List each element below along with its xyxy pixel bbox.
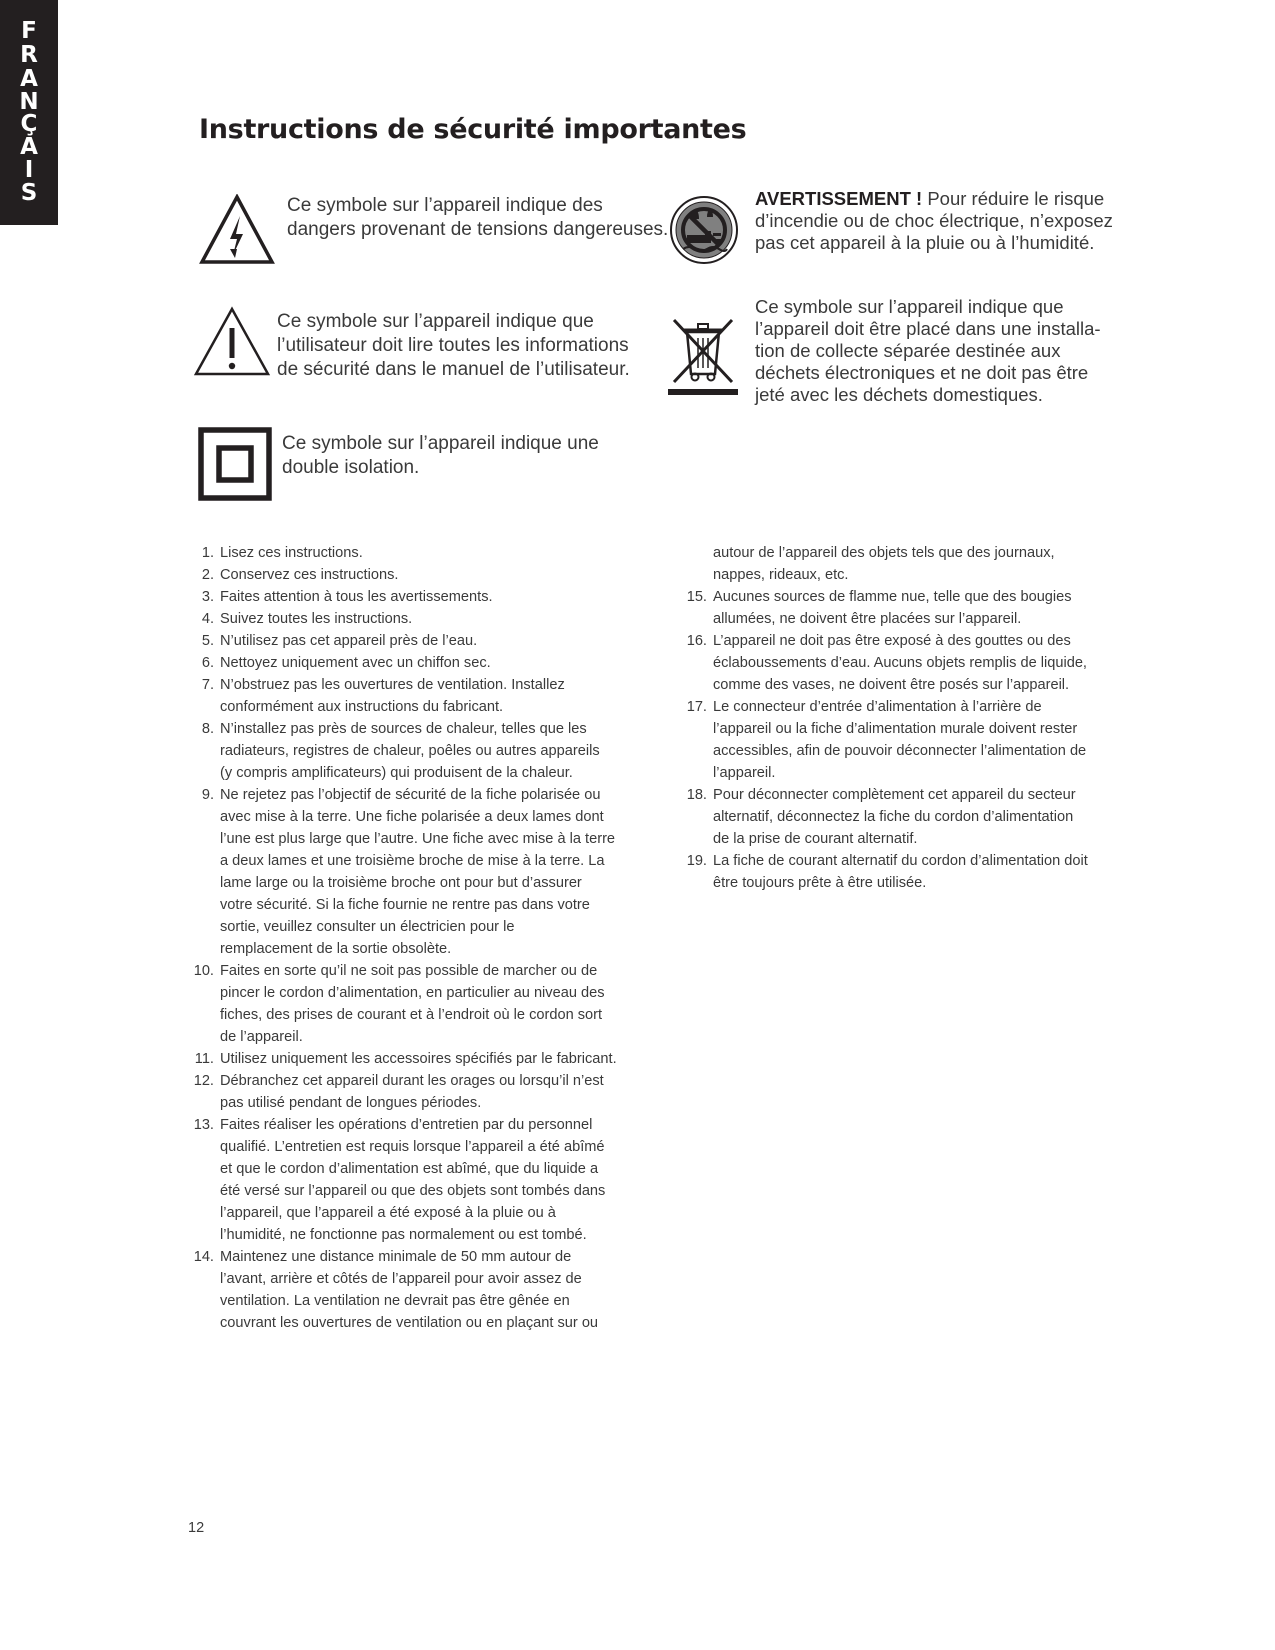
page-number: 12 bbox=[188, 1520, 205, 1536]
description-line: déchets électroniques et ne doit pas être bbox=[755, 362, 1089, 383]
instruction-line: Débranchez cet appareil durant les orages ou lorsqu’il n’est bbox=[220, 1073, 604, 1089]
instruction-line: pas utilisé pendant de longues périodes. bbox=[220, 1095, 482, 1111]
instruction-item bbox=[190, 586, 630, 608]
crossed-bin-icon bbox=[668, 316, 738, 396]
description-line: jeté avec les déchets domestiques. bbox=[755, 384, 1043, 405]
instruction-number: 10. bbox=[193, 963, 214, 979]
instruction-line: Aucunes sources de flamme nue, telle que des bougies bbox=[713, 589, 1072, 605]
instruction-number: 16. bbox=[686, 633, 707, 649]
instruction-line: sortie, veuillez consulter un électricien pour le bbox=[220, 919, 515, 935]
language-tab-letter: N bbox=[19, 89, 39, 115]
instruction-line: nappes, rideaux, etc. bbox=[713, 567, 849, 583]
instruction-line: de l’appareil. bbox=[220, 1029, 303, 1045]
instruction-number: 1. bbox=[201, 545, 214, 561]
description-line: pas cet appareil à la pluie ou à l’humidité. bbox=[755, 232, 1095, 253]
instruction-number: 19. bbox=[686, 853, 707, 869]
language-tab-letter: Ç bbox=[20, 111, 38, 137]
instruction-line: alternatif, déconnectez la fiche du cordon d’alimentation bbox=[713, 809, 1074, 825]
double-insulation-description bbox=[282, 432, 599, 480]
instruction-line: Faites réaliser les opérations d’entretien par du personnel bbox=[220, 1117, 593, 1133]
instruction-item bbox=[685, 850, 1115, 894]
instruction-line: Maintenez une distance minimale de 50 mm autour de bbox=[220, 1249, 572, 1265]
instruction-line: allumées, ne doivent être placées sur l’appareil. bbox=[713, 611, 1022, 627]
instruction-line: N’obstruez pas les ouvertures de ventilation. Installez bbox=[220, 677, 565, 693]
instruction-line: l’une est plus large que l’autre. Une fiche avec mise à la terre bbox=[220, 831, 616, 847]
description-line: Ce symbole sur l’appareil indique une bbox=[282, 433, 599, 454]
instruction-item bbox=[190, 630, 630, 652]
description-line: l’utilisateur doit lire toutes les informations bbox=[277, 335, 629, 356]
lightning-symbol-description bbox=[287, 194, 668, 242]
instruction-number: 15. bbox=[686, 589, 707, 605]
instruction-line: L’appareil ne doit pas être exposé à des gouttes ou des bbox=[713, 633, 1071, 649]
instruction-number: 17. bbox=[686, 699, 707, 715]
language-tab-letter: F bbox=[21, 18, 37, 44]
description-line: double isolation. bbox=[282, 457, 420, 478]
instruction-line: comme des vases, ne doivent être posés sur l’appareil. bbox=[713, 677, 1070, 693]
instruction-line: radiateurs, registres de chaleur, poêles ou autres appareils bbox=[220, 743, 600, 759]
page-title: Instructions de sécurité importantes bbox=[199, 114, 747, 145]
double-insulation-icon bbox=[198, 427, 272, 501]
instruction-line: La fiche de courant alternatif du cordon d’alimentation doit bbox=[713, 853, 1088, 869]
instruction-line: Conservez ces instructions. bbox=[220, 567, 399, 583]
instruction-item bbox=[685, 630, 1115, 696]
exclamation-triangle-icon bbox=[193, 306, 271, 378]
instructions-list-left bbox=[190, 542, 630, 1334]
instruction-line: l’avant, arrière et côtés de l’appareil pour avoir assez de bbox=[220, 1271, 582, 1287]
description-line: dangers provenant de tensions dangereuses. bbox=[287, 219, 669, 240]
instruction-item bbox=[190, 564, 630, 586]
instruction-number: 14. bbox=[193, 1249, 214, 1265]
description-line: d’incendie ou de choc électrique, n’exposez bbox=[755, 210, 1113, 231]
instruction-item bbox=[190, 1114, 630, 1246]
instruction-item bbox=[190, 674, 630, 718]
language-tab-letter: A bbox=[20, 134, 38, 160]
instructions-list-right bbox=[685, 542, 1115, 894]
instruction-line: l’appareil ou la fiche d’alimentation murale doivent rester bbox=[713, 721, 1078, 737]
instruction-line: Faites en sorte qu’il ne soit pas possible de marcher ou de bbox=[220, 963, 598, 979]
instruction-line: couvrant les ouvertures de ventilation ou en plaçant sur ou bbox=[220, 1315, 599, 1331]
instruction-line: (y compris amplificateurs) qui produisent de la chaleur. bbox=[220, 765, 573, 781]
instruction-line: Pour déconnecter complètement cet appareil du secteur bbox=[713, 787, 1076, 803]
language-tab-letter: A bbox=[20, 66, 38, 92]
instruction-line: ventilation. La ventilation ne devrait pas être gênée en bbox=[220, 1293, 570, 1309]
instruction-number: 6. bbox=[201, 655, 214, 671]
instruction-line: accessibles, afin de pouvoir déconnecter l’alimentation de bbox=[713, 743, 1087, 759]
instruction-number: 2. bbox=[201, 567, 214, 583]
instruction-line: autour de l’appareil des objets tels que des journaux, bbox=[713, 545, 1055, 561]
description-line: l’appareil doit être placé dans une installa- bbox=[755, 318, 1101, 339]
instruction-line: éclaboussements d’eau. Aucuns objets remplis de liquide, bbox=[713, 655, 1087, 671]
instruction-number: 4. bbox=[201, 611, 214, 627]
instruction-item bbox=[685, 784, 1115, 850]
instruction-line: été versé sur l’appareil ou que des objets sont tombés dans bbox=[220, 1183, 606, 1199]
instruction-item bbox=[190, 784, 630, 960]
instruction-item bbox=[190, 1070, 630, 1114]
lightning-triangle-icon bbox=[199, 194, 275, 266]
instruction-line: avec mise à la terre. Une fiche polarisée a deux lames dont bbox=[220, 809, 604, 825]
instruction-line: Utilisez uniquement les accessoires spécifiés par le fabricant. bbox=[220, 1051, 617, 1067]
instruction-item bbox=[190, 960, 630, 1048]
instruction-item bbox=[190, 1246, 630, 1334]
warning-label: AVERTISSEMENT ! bbox=[755, 188, 923, 209]
instruction-line: de la prise de courant alternatif. bbox=[713, 831, 918, 847]
instruction-line: l’appareil, que l’appareil a été exposé à la pluie ou à bbox=[220, 1205, 556, 1221]
exclamation-symbol-description bbox=[277, 310, 630, 382]
instruction-number: 13. bbox=[193, 1117, 214, 1133]
instruction-line: l’humidité, ne fonctionne pas normalement ou est tombé. bbox=[220, 1227, 587, 1243]
description-line: de sécurité dans le manuel de l’utilisateur. bbox=[277, 359, 630, 380]
instruction-number: 18. bbox=[686, 787, 707, 803]
warning-text: Pour réduire le risque bbox=[922, 188, 1105, 209]
instruction-line: fiches, des prises de courant et à l’endroit où le cordon sort bbox=[220, 1007, 603, 1023]
instruction-line: conformément aux instructions du fabricant. bbox=[220, 699, 504, 715]
warning-description bbox=[755, 188, 1113, 254]
instruction-line: lame large ou la troisième broche ont pour but d’assurer bbox=[220, 875, 582, 891]
instruction-number: 7. bbox=[201, 677, 214, 693]
language-tab bbox=[0, 0, 58, 225]
instruction-number: 8. bbox=[201, 721, 214, 737]
instruction-line: N’utilisez pas cet appareil près de l’eau. bbox=[220, 633, 478, 649]
description-line bbox=[755, 188, 1113, 210]
language-tab-letter: I bbox=[24, 157, 34, 183]
instruction-number: 9. bbox=[201, 787, 214, 803]
description-line: tion de collecte séparée destinée aux bbox=[755, 340, 1061, 361]
description-line: Ce symbole sur l’appareil indique que bbox=[277, 311, 594, 332]
instruction-item bbox=[190, 652, 630, 674]
description-line: Ce symbole sur l’appareil indique que bbox=[755, 296, 1064, 317]
instruction-item bbox=[190, 608, 630, 630]
instruction-line: pincer le cordon d’alimentation, en particulier au niveau des bbox=[220, 985, 605, 1001]
instruction-line: être toujours prête à être utilisée. bbox=[713, 875, 927, 891]
description-line: Ce symbole sur l’appareil indique des bbox=[287, 195, 603, 216]
instruction-line: N’installez pas près de sources de chaleur, telles que les bbox=[220, 721, 587, 737]
instruction-item bbox=[685, 696, 1115, 784]
instruction-line: votre sécurité. Si la fiche fournie ne rentre pas dans votre bbox=[220, 897, 590, 913]
instruction-line: qualifié. L’entretien est requis lorsque l’appareil a été abîmé bbox=[220, 1139, 605, 1155]
language-tab-letter: S bbox=[20, 180, 38, 206]
instruction-item bbox=[190, 1048, 630, 1070]
instruction-line: remplacement de la sortie obsolète. bbox=[220, 941, 452, 957]
no-water-exposure-icon bbox=[669, 195, 739, 265]
instruction-line: Le connecteur d’entrée d’alimentation à l’arrière de bbox=[713, 699, 1042, 715]
instruction-number: 11. bbox=[194, 1051, 214, 1067]
instruction-line: l’appareil. bbox=[713, 765, 776, 781]
instruction-line: Nettoyez uniquement avec un chiffon sec. bbox=[220, 655, 491, 671]
instruction-number: 12. bbox=[193, 1073, 214, 1089]
instruction-item bbox=[685, 542, 1115, 586]
weee-description bbox=[755, 296, 1101, 406]
instruction-line: a deux lames et une troisième broche de mise à la terre. La bbox=[220, 853, 605, 869]
instruction-line: Faites attention à tous les avertissements. bbox=[220, 589, 493, 605]
instruction-line: et que le cordon d’alimentation est abîmé, que du liquide a bbox=[220, 1161, 599, 1177]
instruction-item bbox=[190, 718, 630, 784]
instruction-line: Lisez ces instructions. bbox=[220, 545, 363, 561]
instruction-line: Suivez toutes les instructions. bbox=[220, 611, 413, 627]
language-tab-letter: R bbox=[20, 42, 38, 68]
instruction-item bbox=[190, 542, 630, 564]
instruction-number: 3. bbox=[201, 589, 214, 605]
instruction-item bbox=[685, 586, 1115, 630]
instruction-number: 5. bbox=[201, 633, 214, 649]
instruction-line: Ne rejetez pas l’objectif de sécurité de la fiche polarisée ou bbox=[220, 787, 601, 803]
